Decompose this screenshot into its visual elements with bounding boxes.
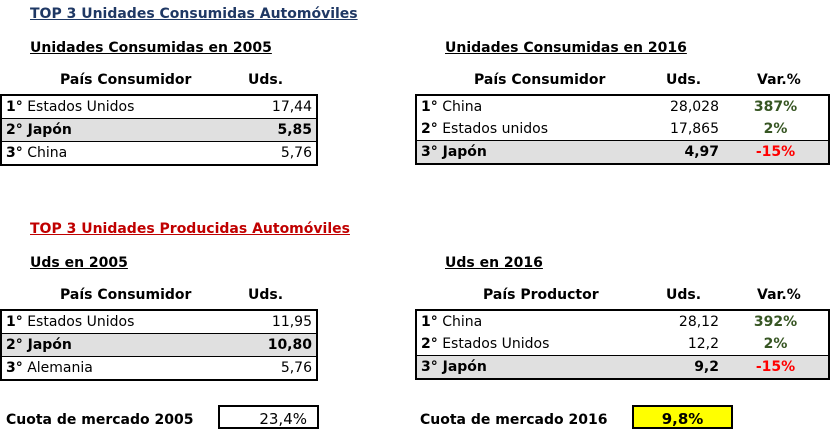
table-row: [1, 334, 317, 357]
consumidas-2016-col-country: País Consumidor: [474, 72, 606, 88]
units-value: 5,76: [280, 145, 312, 161]
var-value: -15%: [723, 356, 829, 380]
producidas-2016-table: [415, 309, 830, 380]
country-label: Estados unidos: [442, 121, 548, 137]
rank-label: 1°: [421, 314, 438, 330]
consumidas-2005-table: [0, 94, 318, 166]
var-value: -15%: [723, 141, 829, 165]
units-value: 17,865: [670, 121, 719, 137]
consumidas-2016-col-units: Uds.: [666, 72, 702, 88]
consumidas-2005-subtitle: Unidades Consumidas en 2005: [30, 40, 272, 56]
table-row: [1, 119, 317, 142]
table-row: [416, 95, 829, 118]
country-label: Japón: [27, 337, 72, 353]
units-value: 5,85: [244, 119, 317, 142]
country-label: Estados Unidos: [442, 336, 550, 352]
table-row: [1, 142, 317, 166]
rank-label: 1°: [421, 99, 438, 115]
table-row: [416, 333, 829, 356]
var-value: 387%: [753, 99, 798, 115]
country-label: China: [442, 99, 483, 115]
rank-label: 2°: [421, 121, 438, 137]
rank-label: 3°: [421, 144, 438, 160]
rank-label: 1°: [6, 99, 23, 115]
rank-label: 2°: [6, 337, 23, 353]
producidas-2016-subtitle: Uds en 2016: [445, 255, 543, 271]
country-label: Estados Unidos: [27, 99, 135, 115]
country-label: Japón: [442, 144, 487, 160]
units-value: 17,44: [271, 99, 312, 115]
cuota-2016-label: Cuota de mercado 2016: [420, 412, 608, 428]
table-row: [416, 118, 829, 141]
rank-label: 1°: [6, 314, 23, 330]
table-row: [1, 310, 317, 334]
rank-label: 3°: [6, 360, 23, 376]
cuota-2005-label: Cuota de mercado 2005: [6, 412, 194, 428]
table-row: [1, 95, 317, 119]
producidas-2005-col-country: País Consumidor: [60, 287, 192, 303]
country-label: Japón: [27, 122, 72, 138]
consumidas-section-title: TOP 3 Unidades Consumidas Automóviles: [30, 6, 358, 22]
country-label: Alemania: [27, 360, 93, 376]
producidas-2005-table: [0, 309, 318, 381]
consumidas-2005-col-country: País Consumidor: [60, 72, 192, 88]
units-value: 4,97: [649, 141, 723, 165]
table-row: [416, 141, 829, 165]
units-value: 28,028: [670, 99, 719, 115]
producidas-2016-col-var: Var.%: [757, 287, 801, 303]
units-value: 10,80: [244, 334, 317, 357]
table-row: [416, 310, 829, 333]
rank-label: 2°: [421, 336, 438, 352]
producidas-2005-subtitle: Uds en 2005: [30, 255, 128, 271]
rank-label: 3°: [421, 359, 438, 375]
consumidas-2016-col-var: Var.%: [757, 72, 801, 88]
producidas-section-title: TOP 3 Unidades Producidas Automóviles: [30, 221, 350, 237]
table-row: [1, 357, 317, 381]
units-value: 9,2: [649, 356, 723, 380]
var-value: 2%: [763, 121, 788, 137]
producidas-2016-col-units: Uds.: [666, 287, 702, 303]
rank-label: 2°: [6, 122, 23, 138]
units-value: 12,2: [687, 336, 719, 352]
units-value: 28,12: [678, 314, 719, 330]
rank-label: 3°: [6, 145, 23, 161]
units-value: 11,95: [271, 314, 312, 330]
country-label: Japón: [442, 359, 487, 375]
country-label: China: [27, 145, 68, 161]
producidas-2016-col-country: País Productor: [483, 287, 599, 303]
units-value: 5,76: [280, 360, 312, 376]
country-label: Estados Unidos: [27, 314, 135, 330]
cuota-2005-value: 23,4%: [218, 405, 319, 429]
cuota-2016-value: 9,8%: [632, 405, 733, 429]
table-row: [416, 356, 829, 380]
var-value: 2%: [763, 336, 788, 352]
var-value: 392%: [753, 314, 798, 330]
country-label: China: [442, 314, 483, 330]
consumidas-2005-col-units: Uds.: [248, 72, 284, 88]
consumidas-2016-table: [415, 94, 830, 165]
consumidas-2016-subtitle: Unidades Consumidas en 2016: [445, 40, 687, 56]
producidas-2005-col-units: Uds.: [248, 287, 284, 303]
